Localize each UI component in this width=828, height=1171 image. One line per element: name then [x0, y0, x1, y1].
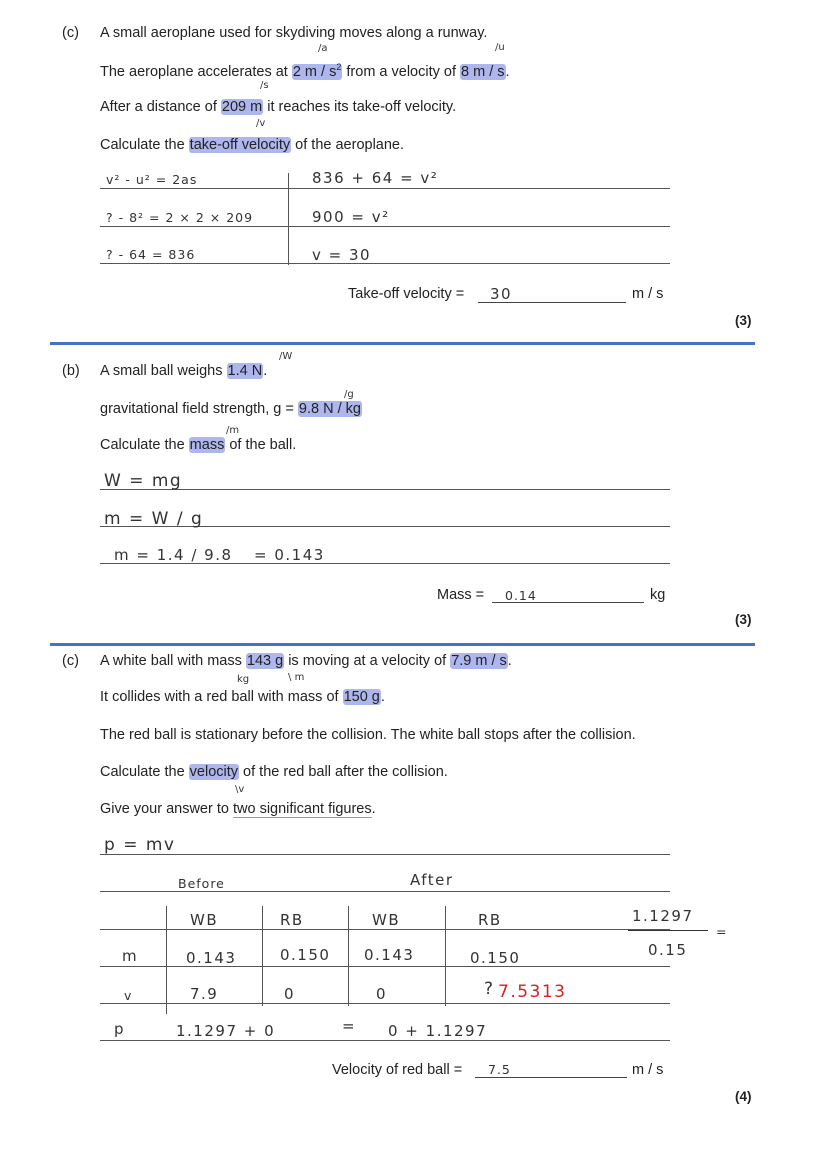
q3-annotation-m: \ m — [288, 672, 305, 683]
q3-answer-value: 7.5 — [488, 1062, 511, 1077]
q3-before-heading: Before — [178, 876, 225, 891]
q1-accel-highlight: 2 m / $s^2$ — [292, 62, 342, 80]
q2-label: (b) — [62, 363, 80, 379]
q3-working-line-2 — [100, 891, 670, 892]
q1-annotation-s: /s — [260, 80, 269, 91]
q3-working-line-3 — [100, 929, 670, 930]
q2-line2: gravitational field strength, g = 9.8 N / kg — [100, 401, 361, 417]
q3-col-header-3: WB — [372, 911, 401, 929]
q3-row-p-label: p — [114, 1020, 126, 1038]
q3-fraction-bar — [628, 930, 708, 931]
q2-weight-highlight: 1.4 N — [227, 363, 263, 379]
q3-row-m-3: 0.143 — [364, 946, 415, 964]
q3-line4: Calculate the velocity of the red ball after the collision. — [100, 764, 448, 780]
q1-annotation-a: /a — [318, 43, 328, 54]
q3-annotation-v: \v — [235, 784, 245, 795]
q3-line5: Give your answer to two significant figures. — [100, 801, 376, 817]
q3-table-col-2 — [262, 906, 263, 1006]
q2-work-3: m = 1.4 / 9.8 — [114, 546, 233, 564]
q1-work-left-3: ? - 64 = 836 — [106, 247, 196, 262]
q3-col-header-4: RB — [478, 911, 502, 929]
q2-work-2: m = W / g — [104, 509, 204, 529]
q1-answer-value: 30 — [490, 285, 513, 303]
q3-target-highlight: velocity — [189, 764, 239, 780]
q2-target-highlight: mass — [189, 437, 225, 453]
q1-working-line-3 — [100, 263, 670, 264]
q1-distance-highlight: 209 m — [221, 99, 263, 115]
q2-line3: Calculate the mass of the ball. — [100, 437, 297, 453]
q2-answer-label: Mass = — [437, 587, 485, 603]
q3-row-m-2: 0.150 — [280, 946, 331, 964]
q1-annotation-v: /v — [256, 118, 266, 129]
q3-row-p-equals: = — [342, 1017, 357, 1035]
q3-row-v-2: 0 — [284, 985, 296, 1003]
q3-answer-line — [475, 1077, 627, 1078]
q3-fraction-equals: = — [716, 924, 728, 939]
q3-work-formula: p = mv — [104, 835, 176, 855]
q3-row-v-4: ? — [484, 979, 495, 999]
q3-row-p-before: 1.1297 + 0 — [176, 1022, 276, 1040]
q2-unit: kg — [650, 587, 666, 603]
q1-unit: m / s — [632, 286, 664, 302]
q3-fraction-denominator: 0.15 — [648, 941, 688, 959]
q2-marks: (3) — [735, 612, 752, 627]
q1-work-left-2: ? - 8² = 2 × 2 × 209 — [106, 210, 254, 225]
section-divider-2 — [50, 643, 755, 646]
q3-line1: A white ball with mass 143 g is moving at a velocity of 7.9 m / s. — [100, 653, 512, 669]
q3-row-p-after: 0 + 1.1297 — [388, 1022, 488, 1040]
q3-table-col-1 — [166, 906, 167, 1014]
q3-mass-red-highlight: 150 g — [343, 689, 380, 705]
q3-row-v-3: 0 — [376, 985, 388, 1003]
q2-annotation-m: /m — [226, 425, 240, 436]
q1-work-right-2: 900 = v² — [312, 208, 390, 226]
q2-working-line-1 — [100, 489, 670, 490]
q3-row-m-label: m — [122, 947, 139, 965]
q2-answer-value: 0.14 — [505, 588, 537, 603]
q3-line2: It collides with a red ball with mass of 150 g. — [100, 689, 385, 705]
q1-velocity-highlight: 8 m / s — [461, 63, 505, 80]
q3-annotation-kg: kg — [237, 674, 250, 685]
q1-label: (c) — [62, 25, 79, 41]
q3-table-col-3 — [348, 906, 349, 1006]
q3-sigfig-underlined: two significant figures — [232, 801, 372, 817]
q3-marks: (4) — [735, 1089, 752, 1104]
q1-work-left-1: v² - u² = 2as — [106, 172, 198, 187]
q3-row-m-4: 0.150 — [470, 949, 521, 967]
q1-working-line-1 — [100, 188, 670, 189]
q3-unit: m / s — [632, 1062, 664, 1078]
q1-marks: (3) — [735, 313, 752, 328]
q1-annotation-u: /u — [495, 42, 505, 53]
q3-row-m-1: 0.143 — [186, 949, 237, 967]
section-divider-1 — [50, 342, 755, 345]
q1-working-divider — [288, 173, 289, 265]
q3-row-v-1: 7.9 — [190, 985, 219, 1003]
q2-work-4: = 0.143 — [254, 546, 325, 564]
q2-line1: A small ball weighs 1.4 N. — [100, 363, 268, 379]
q3-mass-white-highlight: 143 g — [246, 653, 284, 669]
q3-col-header-2: RB — [280, 911, 304, 929]
q2-annotation-g: /g — [344, 389, 354, 400]
q2-gfs-highlight: 9.8 N / kg — [298, 401, 361, 417]
q1-line4: Calculate the take-off velocity of the aeroplane. — [100, 137, 405, 153]
q2-annotation-w: /W — [279, 351, 293, 362]
q1-work-right-1: 836 + 64 = v² — [312, 169, 439, 187]
q3-working-line-1 — [100, 854, 670, 855]
q3-fraction-numerator: 1.1297 — [632, 907, 694, 925]
q3-working-line-5 — [100, 1003, 670, 1004]
q1-answer-label: Take-off velocity = — [348, 286, 465, 302]
q3-velocity-white-highlight: 7.9 m / s — [451, 653, 507, 669]
q3-label: (c) — [62, 653, 79, 669]
q2-work-1: W = mg — [104, 471, 183, 491]
q3-red-ball-velocity: 7.5313 — [498, 982, 567, 1002]
q3-working-line-6 — [100, 1040, 670, 1041]
q1-work-right-3: v = 30 — [312, 246, 372, 264]
q3-line3: The red ball is stationary before the collision. The white ball stops after the collision. — [100, 727, 636, 743]
q3-answer-label: Velocity of red ball = — [332, 1062, 463, 1078]
q1-target-highlight: take-off velocity — [189, 137, 291, 153]
q3-col-header-1: WB — [190, 911, 219, 929]
q3-table-col-4 — [445, 906, 446, 1006]
q3-after-heading: After — [410, 871, 454, 889]
q1-line3: After a distance of 209 m it reaches its take-off velocity. — [100, 99, 457, 115]
q1-line2: The aeroplane accelerates at 2 m / $s^2$ from a velocity of 8 m / s. — [100, 62, 510, 80]
q1-intro: A small aeroplane used for skydiving moves along a runway. — [100, 25, 488, 41]
q3-row-v-label: v — [124, 988, 133, 1003]
q1-working-line-2 — [100, 226, 670, 227]
